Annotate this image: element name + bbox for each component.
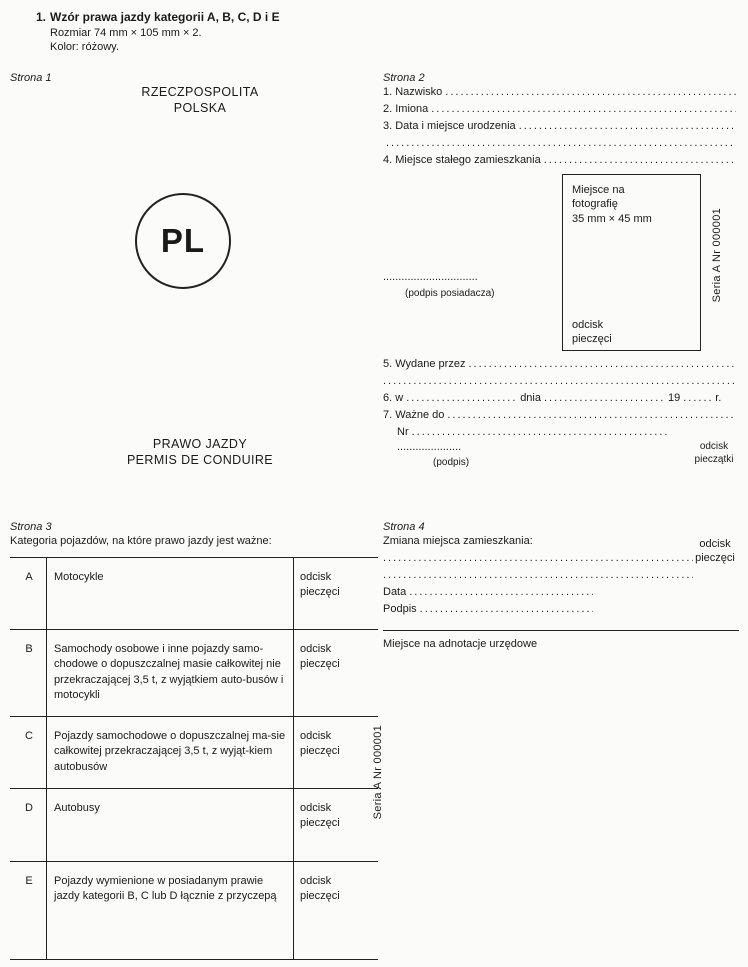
title-text: Wzór prawa jazdy kategorii A, B, C, D i E xyxy=(50,10,280,24)
official-signature-dots: ..................... xyxy=(397,441,462,453)
photo-box xyxy=(562,174,701,351)
category-description: Pojazdy wymienione w posiadanym prawie jazdy kategorii B, C lub D łącznie z przyczepą xyxy=(54,875,277,903)
category-description: Samochody osobowe i inne pojazdy samo-chodowe o dopuszczalnej masie całkowitej nie przekraczającej 3,5 t, z wyjątkiem auto-busów i motocykli xyxy=(54,643,284,702)
photo-stamp-1: odcisk xyxy=(572,319,604,331)
country-line-2: POLSKA xyxy=(173,100,227,115)
page3-label: Strona 3 xyxy=(10,521,52,533)
serial-number-page4: Seria A Nr 000001 xyxy=(371,724,384,820)
photo-text-3: 35 mm × 45 mm xyxy=(572,212,652,225)
address-stamp-2: pieczęci xyxy=(695,552,735,565)
address-stamp-1: odcisk xyxy=(699,538,731,550)
field-valid-until: 7. Ważne do ..... xyxy=(383,408,736,425)
document-name xyxy=(100,437,300,468)
category-description: Autobusy xyxy=(54,802,100,814)
country-name xyxy=(110,85,290,116)
serial-number-page2: Seria A Nr 000001 xyxy=(710,207,723,303)
field-issue-place-date: 6. w ..... dnia ..... 19 ..... r. xyxy=(383,391,736,408)
page4-label: Strona 4 xyxy=(383,521,425,533)
category-description: Motocykle xyxy=(54,571,104,583)
category-row-c xyxy=(10,716,378,789)
size-note: Rozmiar 74 mm × 105 mm × 2. xyxy=(50,26,202,39)
emblem-text: PL xyxy=(160,221,206,259)
category-stamp: odcisk pieczęci xyxy=(300,643,340,671)
color-note: Kolor: różowy. xyxy=(50,40,119,53)
country-line-1: RZECZPOSPOLITA xyxy=(141,85,259,99)
holder-signature-label: (podpis posiadacza) xyxy=(405,288,495,299)
issue-fields xyxy=(383,357,736,442)
field-issued-continued xyxy=(383,374,736,391)
divider xyxy=(383,630,739,631)
category-stamp: odcisk pieczęci xyxy=(300,802,340,830)
category-stamp: odcisk pieczęci xyxy=(300,730,340,758)
address-change-fields xyxy=(383,534,693,619)
field-given-names: 2. Imiona ..... xyxy=(383,102,736,119)
category-stamp: odcisk pieczęci xyxy=(300,571,340,599)
holder-signature-dots: ............................... xyxy=(383,271,478,283)
category-letter: E xyxy=(25,875,33,887)
category-stamp: odcisk pieczęci xyxy=(300,875,340,903)
official-signature-label: (podpis) xyxy=(433,457,470,468)
category-intro: Kategoria pojazdów, na które prawo jazdy jest ważne: xyxy=(10,535,272,547)
category-row-a xyxy=(10,557,378,630)
category-row-b xyxy=(10,629,378,717)
field-issued-by: 5. Wydane przez ..... xyxy=(383,357,736,374)
address-stamp xyxy=(691,537,739,566)
document-header xyxy=(36,10,280,54)
official-stamp-1: odcisk xyxy=(699,441,729,452)
field-residence: 4. Miejsce stałego zamieszkania ..... xyxy=(383,153,736,170)
category-letter: A xyxy=(25,571,33,583)
official-notes-label: Miejsce na adnotacje urzędowe xyxy=(383,638,538,650)
photo-text-1: Miejsce na xyxy=(572,184,625,196)
document-title xyxy=(36,10,280,26)
field-nr: Nr ..... xyxy=(383,425,667,442)
doc-line-2: PERMIS DE CONDUIRE xyxy=(126,452,274,467)
page2-label: Strona 2 xyxy=(383,72,425,84)
category-letter: B xyxy=(25,643,33,655)
section-number: 1. xyxy=(36,10,47,24)
category-letter: C xyxy=(25,730,33,742)
field-surname: 1. Nazwisko ..... xyxy=(383,85,736,102)
category-row-e xyxy=(10,861,378,960)
field-address-line-2 xyxy=(383,568,693,585)
page1-label: Strona 1 xyxy=(10,72,52,84)
doc-line-1: PRAWO JAZDY xyxy=(152,437,248,451)
field-address-line-1 xyxy=(383,551,693,568)
field-date: Data ..... xyxy=(383,585,593,602)
field-birth: 3. Data i miejsce urodzenia ..... xyxy=(383,119,736,136)
photo-stamp-2: pieczęci xyxy=(572,333,612,346)
category-row-d xyxy=(10,788,378,862)
pl-emblem xyxy=(135,193,231,289)
field-signature: Podpis ..... xyxy=(383,602,593,619)
field-birth-continued xyxy=(383,136,736,153)
category-letter: D xyxy=(25,802,33,814)
field-address-change: Zmiana miejsca zamieszkania: xyxy=(383,535,533,547)
photo-stamp xyxy=(572,318,612,347)
official-stamp xyxy=(690,440,738,466)
personal-fields xyxy=(383,85,736,170)
category-description: Pojazdy samochodowe o dopuszczalnej ma-sie całkowitej przekraczającej 3,5 t, z wyjąt-kiem autobusów xyxy=(54,730,286,773)
photo-text-2: fotografię xyxy=(572,198,618,211)
official-stamp-2: pieczątki xyxy=(694,454,734,465)
